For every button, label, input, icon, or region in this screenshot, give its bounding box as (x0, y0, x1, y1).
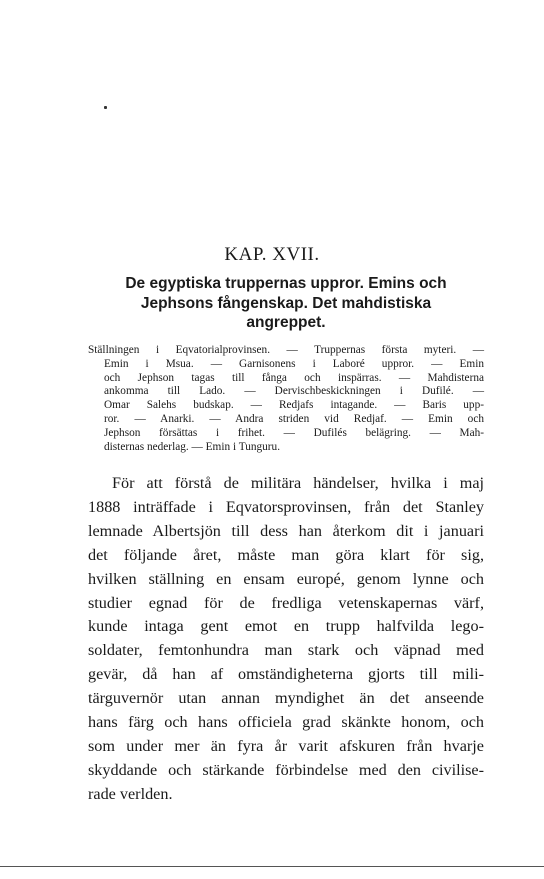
summary-line: ankomma till Lado. — Dervischbeskickningen i Dufilé. — (104, 385, 484, 398)
chapter-title (88, 274, 484, 333)
body-line: hvilken ställning en ensam europé, genom lynne och (88, 569, 484, 588)
body-line: som under mer än fyra år varit afskuren från hvarje (88, 736, 484, 755)
summary-line: och Jephson tagas till fånga och inspärras. — Mahdisterna (104, 371, 484, 384)
summary-line: ror. — Anarki. — Andra striden vid Redjaf. — Emin och (104, 412, 484, 425)
summary-line: Emin i Msua. — Garnisonens i Laboré uppror. — Emin (104, 357, 484, 370)
body-line: hans färg och hans officiela grad skänkte honom, och (88, 713, 484, 732)
body-line: tärguvernör utan annan myndighet än det anseende (88, 689, 484, 708)
body-line: studier egnad för de fredliga vetenskapernas värf, (88, 593, 484, 612)
body-line: soldater, femtonhundra man stark och väpnad med (88, 641, 484, 660)
body-line: kunde intaga gent emot en trupp halfvilda lego- (88, 617, 484, 636)
body-paragraph (88, 472, 484, 807)
chapter-summary (88, 344, 484, 454)
body-line: lemnade Albertsjön till dess han återkom dit i januari (88, 521, 484, 540)
chapter-title-line: De egyptiska truppernas uppror. Emins och (125, 275, 447, 292)
body-line: gevär, då han af omständigheterna gjorts till mili- (88, 665, 484, 684)
body-line: För att förstå de militära händelser, hvilka i maj (112, 474, 484, 492)
body-line: rade verlden. (88, 784, 173, 803)
bottom-rule (0, 866, 544, 867)
chapter-title-line: angreppet. (246, 314, 326, 331)
chapter-heading: KAP. XVII. (224, 244, 320, 265)
summary-line: Omar Salehs budskap. — Redjafs intagande. — Baris upp- (104, 399, 484, 412)
summary-line: Ställningen i Eqvatorialprovinsen. — Truppernas första myteri. — (88, 344, 484, 356)
body-line: skyddande och stärkande förbindelse med den civilise- (88, 760, 484, 779)
chapter-title-line: Jephsons fångenskap. Det mahdistiska (140, 294, 432, 312)
summary-line: disternas nederlag. — Emin i Tunguru. (104, 440, 281, 453)
ink-speck (104, 106, 107, 109)
body-line: 1888 inträffade i Eqvatorsprovinsen, från det Stanley (88, 497, 484, 516)
body-line: det följande året, måste man göra klart för sig, (88, 545, 484, 564)
summary-line: Jephson försättas i frihet. — Dufilés belägring. — Mah- (104, 426, 484, 439)
